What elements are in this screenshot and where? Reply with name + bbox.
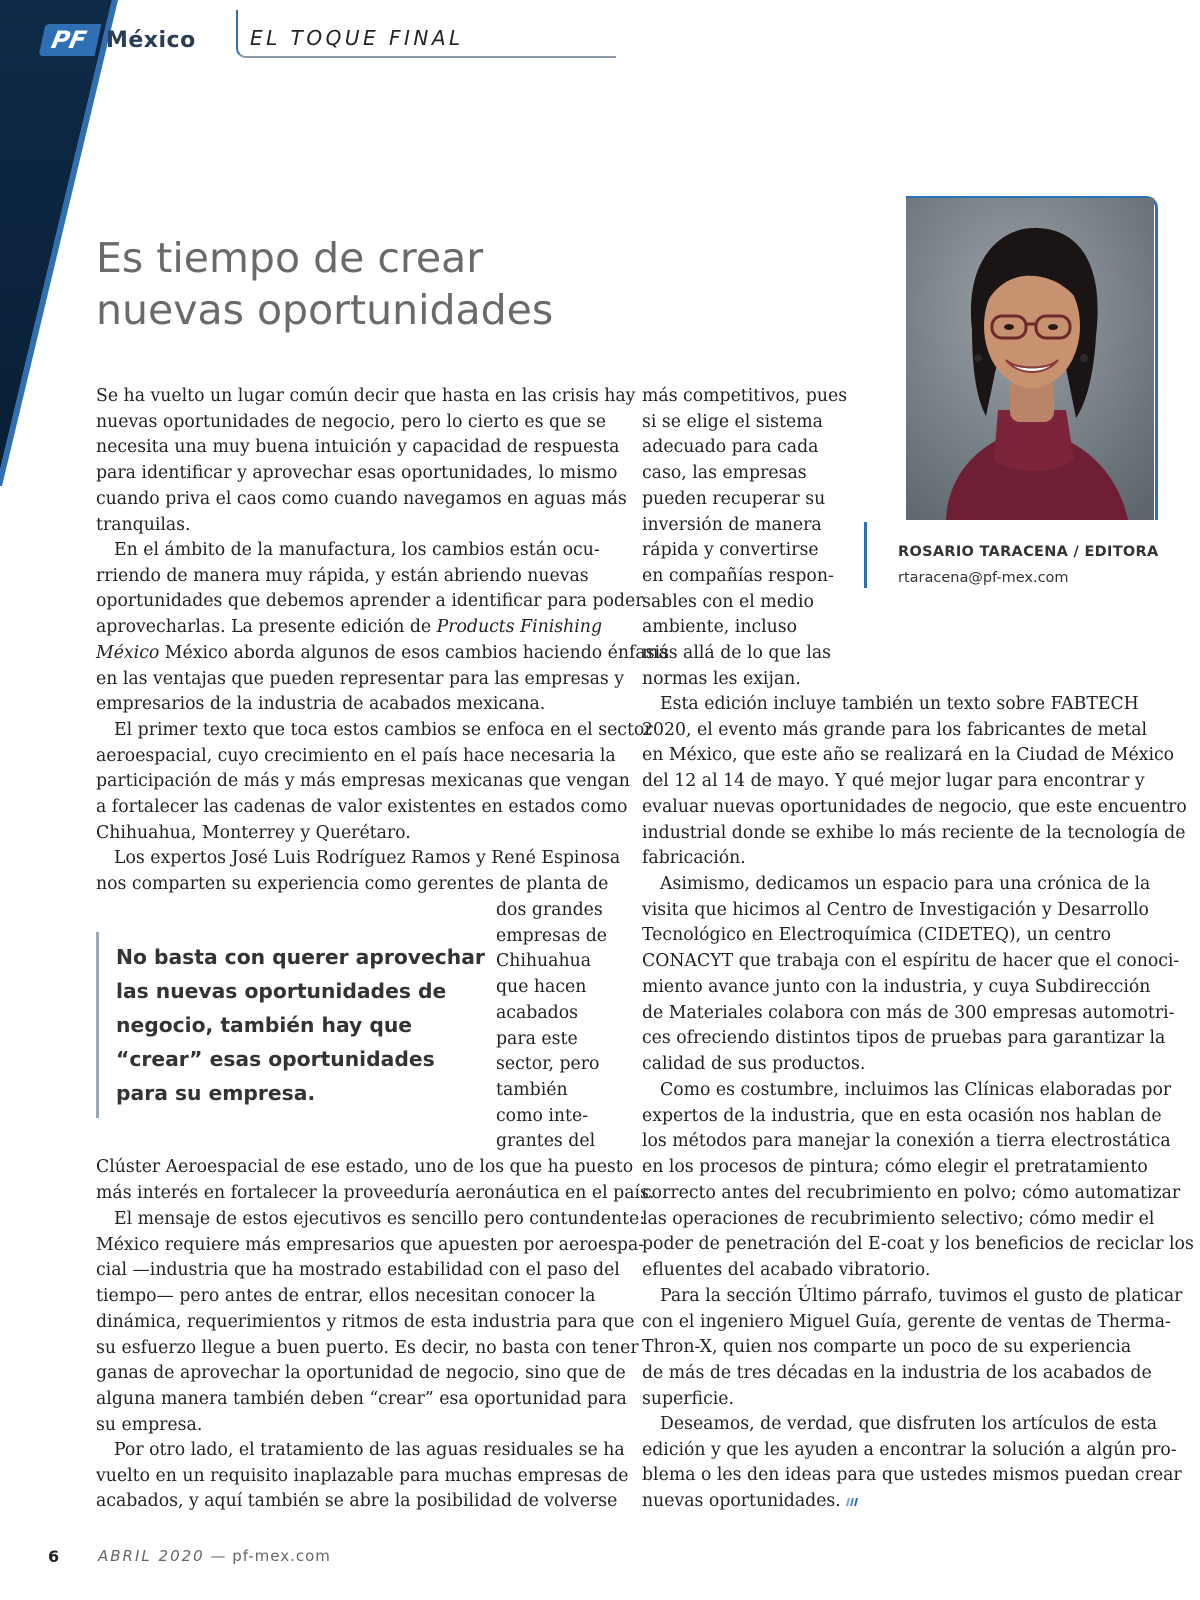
text-line: Chihuahua, Monterrey y Querétaro. xyxy=(96,822,411,843)
text-line: dos grandes xyxy=(496,900,603,920)
text-line xyxy=(96,641,669,667)
brand-logo xyxy=(42,22,196,58)
text-line: caso, las empresas xyxy=(642,463,807,484)
text-line: empresarios de la industria de acabados mexicana. xyxy=(96,694,546,715)
text-line: rriendo de manera muy rápida, y están abriendo nuevas xyxy=(96,565,589,586)
text-line: ambiente, incluso xyxy=(642,617,798,638)
col2-paragraph-2 xyxy=(642,872,1179,1078)
col2-paragraph-4 xyxy=(642,1284,1182,1413)
text-segment: aprovecharlas. La presente edición de xyxy=(96,617,432,638)
text-line: blema o les den ideas para que ustedes mismos puedan crear xyxy=(642,1465,1182,1486)
text-line: con el ingeniero Miguel Guía, gerente de ventas de Therma- xyxy=(642,1311,1171,1332)
text-line: Los expertos José Luis Rodríguez Ramos y René Espinosa xyxy=(114,848,621,868)
text-line: Esta edición incluye también un texto sobre FABTECH xyxy=(660,694,1139,714)
text-segment: México aborda algunos de esos cambios haciendo énfasis xyxy=(164,642,670,663)
brand-name: México xyxy=(105,27,196,53)
text-line: grantes del xyxy=(496,1131,596,1152)
text-line: 2020, el evento más grande para los fabricantes de metal xyxy=(642,719,1148,740)
text-line: adecuado para cada xyxy=(642,437,819,458)
article-title xyxy=(96,232,616,336)
col1-paragraph-7 xyxy=(96,1438,629,1515)
text-line: las operaciones de recubrimiento selectivo; cómo medir el xyxy=(642,1208,1155,1229)
text-line: para este xyxy=(496,1028,578,1049)
text-line: necesita una muy buena intuición y capacidad de respuesta xyxy=(96,437,620,458)
text-line: los métodos para manejar la conexión a tierra electrostática xyxy=(642,1131,1171,1152)
magazine-name: México xyxy=(96,642,160,663)
text-line: acabados xyxy=(496,1002,578,1023)
quote-line: las nuevas oportunidades de xyxy=(116,979,447,1003)
text-line: superficie. xyxy=(642,1388,735,1409)
pull-quote xyxy=(116,940,485,1110)
pull-quote-bar xyxy=(96,932,99,1118)
magazine-name: Products Finishing xyxy=(436,617,603,638)
text-line: su esfuerzo llegue a buen puerto. Es decir, no basta con tener xyxy=(96,1337,639,1358)
text-line: como inte- xyxy=(496,1105,589,1126)
text-line: efluentes del acabado vibratorio. xyxy=(642,1259,931,1280)
col1-paragraph-5 xyxy=(96,1155,654,1206)
text-line: nos comparten su experiencia como gerentes de planta de xyxy=(96,873,609,894)
text-line: Como es costumbre, incluimos las Clínicas elaboradas por xyxy=(660,1080,1172,1100)
col2-narrow-text xyxy=(642,384,847,692)
section-title: EL TOQUE FINAL xyxy=(250,26,464,50)
text-line: fabricación. xyxy=(642,848,746,869)
text-line: El mensaje de estos ejecutivos es sencillo pero contundente: xyxy=(114,1209,646,1229)
text-line xyxy=(96,615,669,641)
quote-line: para su empresa. xyxy=(116,1081,316,1105)
text-line: ganas de aprovechar la oportunidad de negocio, sino que de xyxy=(96,1363,626,1384)
brand-badge: PF xyxy=(39,24,102,56)
text-line: en compañías respon- xyxy=(642,565,834,586)
text-line: Tecnológico en Electroquímica (CIDETEQ), un centro xyxy=(642,925,1112,946)
text-line: más allá de lo que las xyxy=(642,643,832,664)
footer-separator: — xyxy=(210,1547,227,1565)
text-line: cuando priva el caos como cuando navegamos en aguas más xyxy=(96,488,627,509)
text-line: más interés en fortalecer la proveeduría aeronáutica en el país. xyxy=(96,1182,655,1203)
text-line: en los procesos de pintura; cómo elegir el pretratamiento xyxy=(642,1157,1148,1178)
text-line: visita que hicimos al Centro de Investigación y Desarrollo xyxy=(642,899,1149,920)
text-line: vuelto en un requisito inaplazable para muchas empresas de xyxy=(96,1465,629,1486)
text-line: Asimismo, dedicamos un espacio para una crónica de la xyxy=(660,874,1151,894)
end-mark-icon xyxy=(845,1496,859,1507)
text-line: participación de más y más empresas mexicanas que vengan xyxy=(96,771,630,792)
text-line: que hacen xyxy=(496,977,587,998)
text-line: Deseamos, de verdad, que disfruten los artículos de esta xyxy=(660,1414,1158,1434)
text-line: del 12 al 14 de mayo. Y qué mejor lugar para encontrar y xyxy=(642,771,1145,792)
col1-narrow-text xyxy=(496,898,607,1155)
text-line: más competitivos, pues xyxy=(642,386,848,406)
text-line: a fortalecer las cadenas de valor existentes en estados como xyxy=(96,797,628,818)
text-line: de Materiales colabora con más de 300 empresas automotri- xyxy=(642,1002,1175,1023)
text-line: correcto antes del recubrimiento en polvo; cómo automatizar xyxy=(642,1182,1181,1203)
footer-issue xyxy=(98,1547,331,1565)
footer-site[interactable]: pf-mex.com xyxy=(232,1547,331,1565)
text-line: Por otro lado, el tratamiento de las aguas residuales se ha xyxy=(114,1440,625,1460)
text-line: de más de tres décadas en la industria de los acabados de xyxy=(642,1363,1152,1384)
title-line: nuevas oportunidades xyxy=(96,286,554,334)
text-line: pueden recuperar su xyxy=(642,488,826,509)
quote-line: negocio, también hay que xyxy=(116,1013,413,1037)
author-photo xyxy=(906,198,1154,520)
text-line: cial —industria que ha mostrado estabilidad con el paso del xyxy=(96,1260,620,1281)
text-line: también xyxy=(496,1079,568,1100)
col1-paragraph-4 xyxy=(96,846,620,897)
text-line: sables con el medio xyxy=(642,591,814,612)
text-line: ces ofreciendo distintos tipos de pruebas para garantizar la xyxy=(642,1028,1166,1049)
text-line: oportunidades que debemos aprender a identificar para poder xyxy=(96,591,644,612)
text-line: dinámica, requerimientos y ritmos de esta industria para que xyxy=(96,1311,635,1332)
text-line: acabados, y aquí también se abre la posibilidad de volverse xyxy=(96,1491,618,1512)
text-line: Thron-X, quien nos comparte un poco de su experiencia xyxy=(642,1337,1132,1358)
col1-paragraph-1 xyxy=(96,384,635,538)
title-line: Es tiempo de crear xyxy=(96,234,484,282)
text-line: tranquilas. xyxy=(96,514,191,535)
col2-paragraph-1 xyxy=(642,692,1187,872)
text-line: en México, que este año se realizará en la Ciudad de México xyxy=(642,745,1175,766)
text-line: Para la sección Último párrafo, tuvimos el gusto de platicar xyxy=(660,1286,1183,1306)
text-line xyxy=(642,1489,1182,1515)
text-line: miento avance junto con la industria, y cuya Subdirección xyxy=(642,976,1151,997)
text-segment: nuevas oportunidades. xyxy=(642,1491,841,1512)
text-line: edición y que les ayuden a encontrar la solución a algún pro- xyxy=(642,1439,1177,1460)
text-line: Clúster Aeroespacial de ese estado, uno de los que ha puesto xyxy=(96,1157,634,1177)
text-line: poder de penetración del E-coat y los beneficios de reciclar los xyxy=(642,1234,1194,1255)
text-line: para identificar y aprovechar esas oportunidades, lo mismo xyxy=(96,463,618,484)
col1-paragraph-6 xyxy=(96,1207,645,1438)
text-line: normas les exijan. xyxy=(642,668,801,689)
col2-paragraph-3 xyxy=(642,1078,1194,1284)
text-line: calidad de sus productos. xyxy=(642,1053,866,1074)
text-line: En el ámbito de la manufactura, los cambios están ocu- xyxy=(114,540,600,560)
text-line: El primer texto que toca estos cambios se enfoca en el sector xyxy=(114,720,653,740)
text-line: su empresa. xyxy=(96,1414,203,1435)
text-line: Se ha vuelto un lugar común decir que hasta en las crisis hay xyxy=(96,386,636,406)
text-line: si se elige el sistema xyxy=(642,411,823,432)
text-line: empresas de xyxy=(496,925,607,946)
col2-paragraph-5 xyxy=(642,1412,1182,1515)
text-line: alguna manera también deben “crear” esa oportunidad para xyxy=(96,1388,627,1409)
page-number: 6 xyxy=(48,1547,60,1566)
quote-line: No basta con querer aprovechar xyxy=(116,945,485,969)
text-line: sector, pero xyxy=(496,1054,600,1075)
text-line: expertos de la industria, que en esta ocasión nos hablan de xyxy=(642,1105,1162,1126)
text-line: México requiere más empresarios que apuesten por aeroespa- xyxy=(96,1234,645,1255)
issue-date: ABRIL 2020 xyxy=(98,1547,205,1565)
text-line: tiempo— pero antes de entrar, ellos necesitan conocer la xyxy=(96,1286,596,1307)
text-line: CONACYT que trabaja con el espíritu de hacer que el conoci- xyxy=(642,951,1180,972)
author-name-role: ROSARIO TARACENA / EDITORA xyxy=(898,544,1159,560)
text-line: rápida y convertirse xyxy=(642,540,819,561)
text-line: nuevas oportunidades de negocio, pero lo cierto es que se xyxy=(96,411,606,432)
caption-accent-bar xyxy=(864,522,867,588)
col1-paragraph-2 xyxy=(96,538,669,718)
text-line: aeroespacial, cuyo crecimiento en el país hace necesaria la xyxy=(96,745,616,766)
author-email[interactable]: rtaracena@pf-mex.com xyxy=(898,570,1069,586)
text-line: evaluar nuevas oportunidades de negocio, que este encuentro xyxy=(642,796,1187,817)
text-line: Chihuahua xyxy=(496,951,592,972)
text-line: inversión de manera xyxy=(642,514,822,535)
col1-paragraph-3 xyxy=(96,718,653,847)
quote-line: “crear” esas oportunidades xyxy=(116,1047,435,1071)
text-line: en las ventajas que pueden representar para las empresas y xyxy=(96,668,625,689)
text-line: industrial donde se exhibe lo más reciente de la tecnología de xyxy=(642,822,1186,843)
